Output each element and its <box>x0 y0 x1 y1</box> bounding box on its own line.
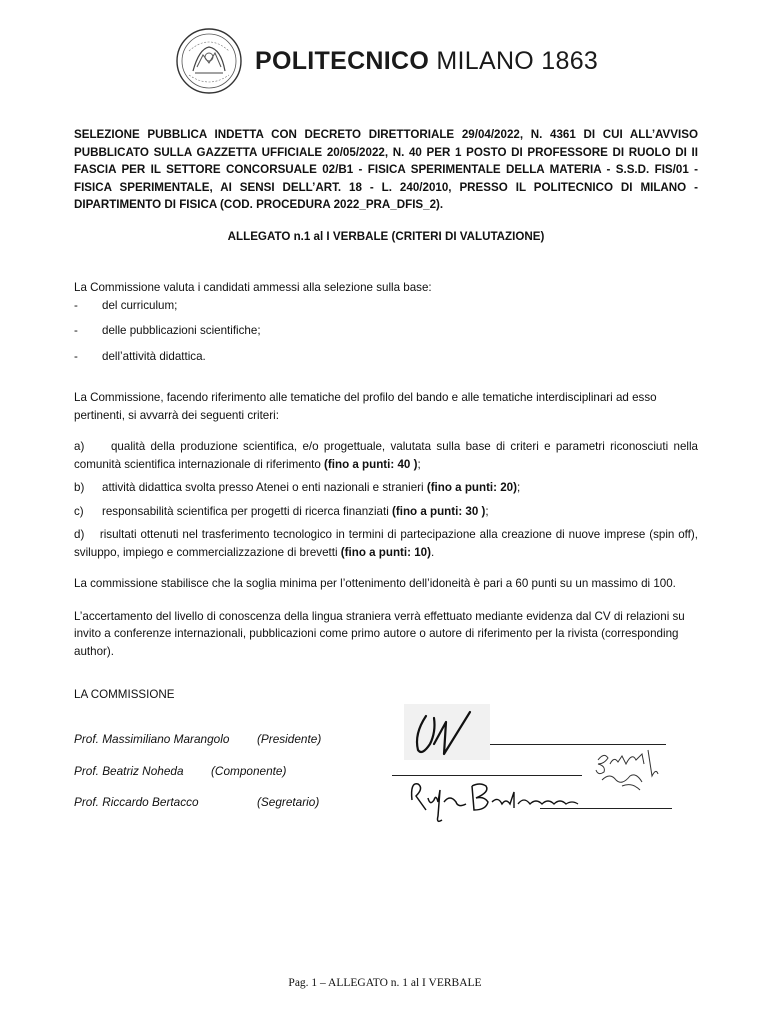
signature-componente <box>592 746 664 794</box>
signature-segretario <box>406 776 582 826</box>
criterion-c: c) responsabilità scientifica per progetti di ricerca finanziati (fino a punti: 30 ); <box>74 504 489 518</box>
member-row <box>74 795 320 813</box>
language-paragraph: L’accertamento del livello di conoscenza della lingua straniera verrà effettuato mediante evidenza dal CV di relazioni su invito a conferenze internazionali, pubblicazioni come primo autore o autore di riferimento per la rivista (corresponding author). <box>74 609 685 658</box>
university-seal-logo <box>175 27 243 95</box>
member-role: (Presidente) <box>257 732 322 746</box>
member-name: Prof. Massimiliano Marangolo <box>74 732 230 746</box>
annex-heading: ALLEGATO n.1 al I VERBALE (CRITERI DI VALUTAZIONE) <box>227 229 545 243</box>
list-item: - del curriculum; <box>74 298 178 312</box>
list-item: - delle pubblicazioni scientifiche; <box>74 324 261 338</box>
document-body <box>74 126 698 704</box>
page-footer: Pag. 1 – ALLEGATO n. 1 al I VERBALE <box>288 977 482 989</box>
list-item: - dell’attività didattica. <box>74 349 206 363</box>
member-row <box>74 732 322 750</box>
institution-name: POLITECNICO MILANO 1863 <box>255 46 599 75</box>
intro-paragraph: La Commissione valuta i candidati ammessi alla selezione sulla base: <box>74 281 432 295</box>
criterion-d: d) risultati ottenuti nel trasferimento tecnologico in termini di partecipazione alla creazione di nuove imprese (spin off), sviluppo, impiego e commercializzazione di brevetti (fino a punti: 10). <box>74 528 698 559</box>
commission-heading: LA COMMISSIONE <box>74 688 175 702</box>
criterion-b: b) attività didattica svolta presso Atenei o enti nazionali e stranieri (fino a punti: 20); <box>74 481 521 495</box>
criteria-intro-paragraph: La Commissione, facendo riferimento alle tematiche del profilo del bando e alle tematiche interdisciplinari ad esso pertinenti, si avvarrà dei seguenti criteri: <box>74 391 657 422</box>
header <box>175 26 598 96</box>
criteria-list <box>74 438 698 561</box>
member-role: (Segretario) <box>257 795 320 809</box>
member-name: Prof. Riccardo Bertacco <box>74 795 199 809</box>
signature-presidente <box>404 704 492 762</box>
document-title: SELEZIONE PUBBLICA INDETTA CON DECRETO DIRETTORIALE 29/04/2022, N. 4361 DI CUI ALL’AVVISO PUBBLICATO SULLA GAZZETTA UFFICIALE 20/05/2022, N. 40 PER 1 POSTO DI PROFESSORE DI RUOLO DI II FASCIA PER IL SETTORE CONCORSUALE 02/B1 - FISICA SPERIMENTALE DELLA MATERIA - S.S.D. FIS/01 - FISICA SPERIMENTALE, AI SENSI DELL’ART. 18 - L. 240/2010, PRESSO IL POLITECNICO DI MILANO - DIPARTIMENTO DI FISICA (COD. PROCEDURA 2022_PRA_DFIS_2). <box>74 128 698 212</box>
member-role: (Componente) <box>211 764 287 778</box>
criterion-a: a) qualità della produzione scientifica, e/o progettuale, valutata sulla base di criteri e parametri riconosciuti nella comunità scientifica internazionale di riferimento (fino a punti: 40 ); <box>74 440 698 471</box>
member-row <box>74 764 287 782</box>
member-name: Prof. Beatriz Noheda <box>74 764 184 778</box>
threshold-paragraph: La commissione stabilisce che la soglia minima per l’ottenimento dell’idoneità è pari a 60 punti su un massimo di 100. <box>74 577 676 591</box>
signature-line <box>490 743 666 745</box>
